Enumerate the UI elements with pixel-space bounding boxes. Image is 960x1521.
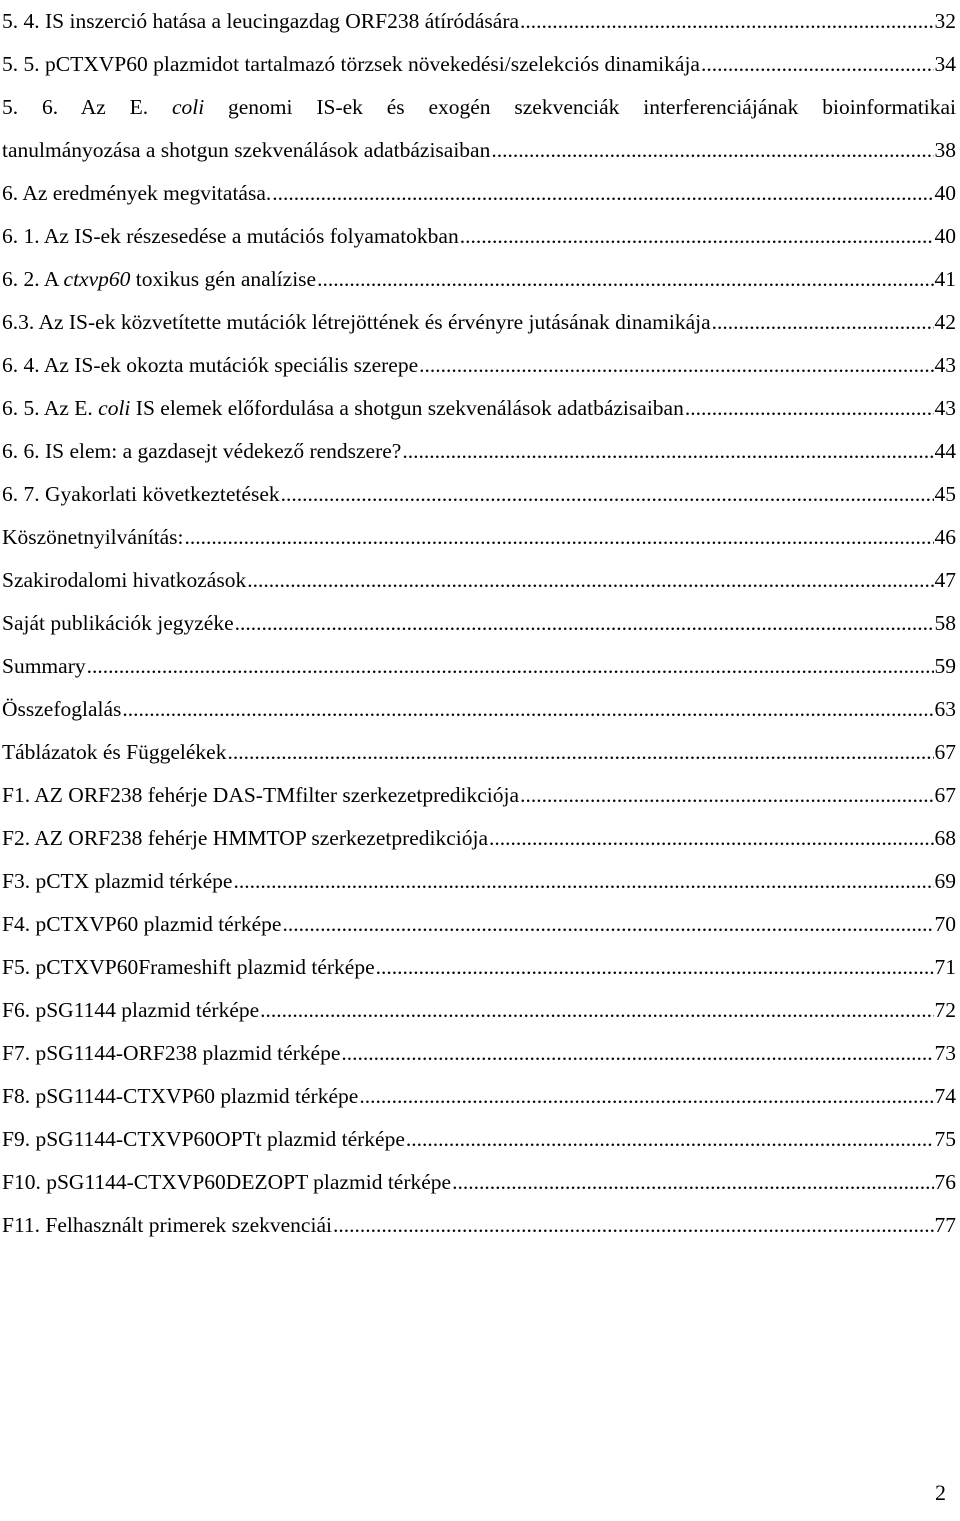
toc-entry[interactable] <box>2 1118 956 1161</box>
toc-entry-page: 41 <box>934 267 956 291</box>
dot-leader <box>227 731 933 774</box>
toc-entry-page: 63 <box>934 697 956 721</box>
toc-entry-title: Summary <box>2 654 86 678</box>
toc-entry-page: 40 <box>934 181 956 205</box>
toc-entry-page: 59 <box>934 654 956 678</box>
toc-entry-page: 77 <box>934 1213 956 1237</box>
toc-entry-title: 6. 1. Az IS-ek részesedése a mutációs folyamatokban <box>2 224 459 248</box>
toc-entry[interactable] <box>2 860 956 903</box>
dot-leader <box>282 903 933 946</box>
toc-entry[interactable] <box>2 215 956 258</box>
toc-entry-page: 43 <box>934 396 956 420</box>
toc-entry-page: 72 <box>934 998 956 1022</box>
toc-entry-title: F5. pCTXVP60Frameshift plazmid térképe <box>2 955 375 979</box>
toc-entry[interactable] <box>2 817 956 860</box>
toc-entry[interactable] <box>2 731 956 774</box>
toc-entry-page: 73 <box>934 1041 956 1065</box>
toc-entry-title: 6. 5. Az E. coli IS elemek előfordulása a shotgun szekvenálások adatbázisaiban <box>2 396 684 420</box>
toc-entry-title: F6. pSG1144 plazmid térképe <box>2 998 260 1022</box>
toc-entry-page: 71 <box>934 955 956 979</box>
toc-entry-title: Összefoglalás <box>2 697 122 721</box>
toc-entry-title: Köszönetnyilvánítás: <box>2 525 184 549</box>
toc-entry[interactable] <box>2 172 956 215</box>
toc-entry-title: F9. pSG1144-CTXVP60OPTt plazmid térképe <box>2 1127 405 1151</box>
toc-entry-page: 42 <box>934 310 956 334</box>
toc-entry-title: F4. pCTXVP60 plazmid térképe <box>2 912 282 936</box>
toc-entry[interactable] <box>2 946 956 989</box>
dot-leader <box>122 688 933 731</box>
toc-entry-title: 6. 4. Az IS-ek okozta mutációk speciális szerepe <box>2 353 419 377</box>
toc-entry[interactable] <box>2 602 956 645</box>
toc-entry-title: F3. pCTX plazmid térképe <box>2 869 233 893</box>
toc-entry[interactable] <box>2 559 956 602</box>
toc-entry-page: 44 <box>934 439 956 463</box>
toc-entry-title: 6. 2. A ctxvp60 toxikus gén analízise <box>2 267 317 291</box>
dot-leader <box>359 1075 933 1118</box>
toc-entry-title: F10. pSG1144-CTXVP60DEZOPT plazmid térképe <box>2 1170 452 1194</box>
page-number: 2 <box>935 1480 946 1505</box>
dot-leader <box>272 172 933 215</box>
toc-entry[interactable] <box>2 430 956 473</box>
toc-entry-title: F11. Felhasznált primerek szekvenciái <box>2 1213 332 1237</box>
toc-entry-page: 69 <box>934 869 956 893</box>
toc-entry[interactable] <box>2 516 956 559</box>
toc-entry-page: 58 <box>934 611 956 635</box>
toc-entry[interactable] <box>2 0 956 43</box>
toc-entry-page: 32 <box>934 9 956 33</box>
toc-entry-page: 40 <box>934 224 956 248</box>
toc-entry-title: F2. AZ ORF238 fehérje HMMTOP szerkezetpredikciója <box>2 826 489 850</box>
toc-entry-page: 74 <box>934 1084 956 1108</box>
toc-entry-title: Táblázatok és Függelékek <box>2 740 227 764</box>
toc-entry[interactable] <box>2 387 956 430</box>
toc-entry-page: 45 <box>934 482 956 506</box>
toc-entry-page: 68 <box>934 826 956 850</box>
toc-entry[interactable] <box>2 473 956 516</box>
dot-leader <box>317 258 933 301</box>
toc-entry-title: F1. AZ ORF238 fehérje DAS-TMfilter szerkezetpredikciója <box>2 783 520 807</box>
dot-leader <box>460 215 934 258</box>
dot-leader <box>233 860 933 903</box>
toc-entry-page: 70 <box>934 912 956 936</box>
toc-entry-title: 5. 4. IS inszerció hatása a leucingazdag ORF238 átíródására <box>2 9 520 33</box>
toc-entry-title: tanulmányozása a shotgun szekvenálások adatbázisaiban <box>2 138 491 162</box>
toc-entry[interactable] <box>2 1075 956 1118</box>
toc-entry-title: F8. pSG1144-CTXVP60 plazmid térképe <box>2 1084 359 1108</box>
toc-entry[interactable] <box>2 688 956 731</box>
toc-entry-page: 47 <box>934 568 956 592</box>
toc-entry[interactable] <box>2 258 956 301</box>
toc-entry[interactable] <box>2 989 956 1032</box>
dot-leader <box>341 1032 933 1075</box>
toc-entry[interactable] <box>2 1032 956 1075</box>
toc-entry[interactable] <box>2 903 956 946</box>
dot-leader <box>87 645 934 688</box>
toc-entry-page: 67 <box>934 783 956 807</box>
toc-entry-title: Saját publikációk jegyzéke <box>2 611 234 635</box>
dot-leader <box>260 989 933 1032</box>
dot-leader <box>247 559 933 602</box>
toc-entry-page: 46 <box>934 525 956 549</box>
toc-entry-page: 67 <box>934 740 956 764</box>
dot-leader <box>402 430 933 473</box>
dot-leader <box>333 1204 934 1247</box>
toc-entry-page: 75 <box>934 1127 956 1151</box>
toc-entry-title: Szakirodalomi hivatkozások <box>2 568 247 592</box>
toc-entry-page: 34 <box>934 52 956 76</box>
toc-entry-title: 5. 5. pCTXVP60 plazmidot tartalmazó törzsek növekedési/szelekciós dinamikája <box>2 52 700 76</box>
table-of-contents <box>2 0 956 1247</box>
toc-entry[interactable] <box>2 1161 956 1204</box>
toc-entry[interactable] <box>2 774 956 817</box>
toc-entry[interactable] <box>2 1204 956 1247</box>
dot-leader <box>489 817 933 860</box>
dot-leader <box>281 473 934 516</box>
dot-leader <box>712 301 934 344</box>
toc-entry-page: 76 <box>934 1170 956 1194</box>
dot-leader <box>452 1161 933 1204</box>
toc-entry[interactable] <box>2 301 956 344</box>
toc-entry[interactable] <box>2 43 956 86</box>
toc-entry-first-line[interactable]: 5. 6. Az E. coli genomi IS-ek és exogén szekvenciák interferenciájának bioinformatikai <box>2 95 956 119</box>
toc-entry-title: 6. Az eredmények megvitatása. <box>2 181 272 205</box>
dot-leader <box>685 387 934 430</box>
dot-leader <box>419 344 933 387</box>
dot-leader <box>406 1118 934 1161</box>
dot-leader <box>520 0 933 43</box>
dot-leader <box>376 946 934 989</box>
dot-leader <box>491 129 933 172</box>
toc-entry[interactable] <box>2 129 956 172</box>
toc-entry[interactable] <box>2 645 956 688</box>
toc-entry-title: 6. 6. IS elem: a gazdasejt védekező rendszere? <box>2 439 402 463</box>
dot-leader <box>701 43 934 86</box>
dot-leader <box>520 774 933 817</box>
toc-entry[interactable] <box>2 344 956 387</box>
toc-entry-title: 6. 7. Gyakorlati következtetések <box>2 482 280 506</box>
toc-entry-page: 38 <box>934 138 956 162</box>
dot-leader <box>185 516 934 559</box>
dot-leader <box>235 602 934 645</box>
toc-entry-page: 43 <box>934 353 956 377</box>
toc-entry-title: F7. pSG1144-ORF238 plazmid térképe <box>2 1041 341 1065</box>
toc-entry-title: 6.3. Az IS-ek közvetítette mutációk létrejöttének és érvényre jutásának dinamikája <box>2 310 711 334</box>
